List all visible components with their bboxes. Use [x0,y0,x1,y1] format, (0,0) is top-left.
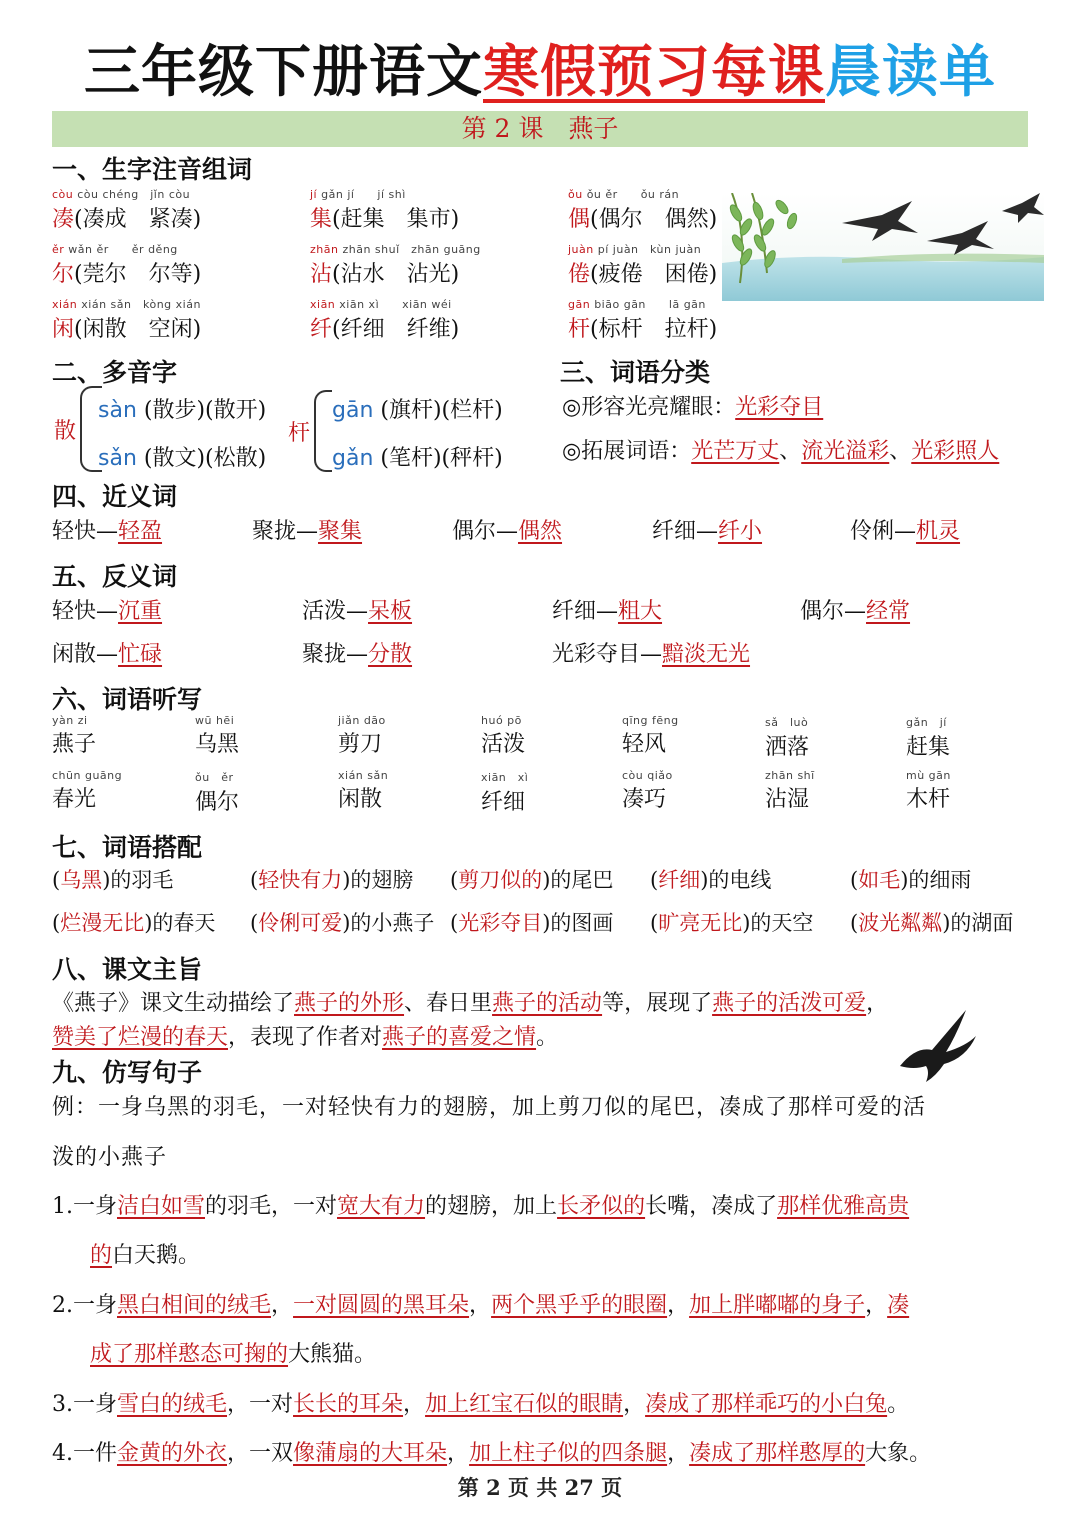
word: 轻快— [52,599,119,624]
pinyin: sàn [98,398,137,423]
char-entry [52,186,201,233]
answer: 忙碌 [118,642,163,667]
word: 偶尔— [800,599,867,624]
poly-char: 散 [54,419,77,444]
words: (散步)(散开) [143,398,267,423]
word: 凑巧 [622,787,667,812]
text: 、春日里 [404,991,493,1016]
char-entry [310,186,459,233]
answer: 那样优雅高贵 [777,1194,910,1219]
match-item [650,864,771,894]
antonym-pair [52,637,162,668]
answer: 雪白的绒毛 [117,1392,228,1417]
paren: ( [52,868,61,892]
answer: 宽大有力 [337,1194,426,1219]
answer: 两个黑乎乎的眼圈 [491,1293,668,1318]
answer: 光芒万丈 [691,439,780,464]
pinyin: gān [332,398,374,423]
answer: 长长的耳朵 [293,1392,404,1417]
word: 沾湿 [765,787,810,812]
paren: ( [850,911,859,935]
words: (沾水 沾光) [332,262,460,287]
words: (疲倦 困倦) [590,262,718,287]
word: 伶俐— [850,519,917,544]
word: 纤细— [652,519,719,544]
answer: 机灵 [916,519,961,544]
antonym-pair [552,637,750,668]
match-item [850,907,1013,937]
dictation-item [481,769,528,816]
words: (笔杆)(秤杆) [380,446,503,471]
text: 。 [536,1025,559,1050]
sentence-2-cont [90,1337,376,1368]
text: )的图画 [542,911,614,935]
character: 凑 [52,207,75,232]
section-heading: 四、近义词 [52,482,178,511]
poly-reading [98,393,266,424]
antonym-pair [302,594,412,625]
word: 纤细— [552,599,619,624]
match-item [650,907,813,937]
answer: 分散 [368,642,413,667]
paren: ( [450,868,459,892]
pinyin: ǒu ěr ǒu rán [586,188,680,201]
text: ， [403,1392,426,1417]
section-heading: 五、反义词 [52,562,178,591]
answer: 长矛似的 [557,1194,646,1219]
pinyin: zhān shī [765,769,815,782]
sentence-2 [52,1288,909,1319]
character: 集 [310,207,333,232]
classify-line [562,390,823,421]
text: 的翅膀，加上 [425,1194,558,1219]
char-entry [52,296,201,343]
pinyin: gǎn [332,446,374,471]
section-heading: 七、词语搭配 [52,833,203,862]
antonym-pair [52,594,162,625]
text: ，一双 [227,1441,294,1466]
pinyin: ǒu ěr [195,771,234,784]
char-entry [568,296,717,343]
char-entry [568,241,717,288]
answer: 乌黑 [60,868,103,892]
sentence-1-cont [90,1238,200,1269]
answer: 加上红宝石似的眼睛 [425,1392,624,1417]
dictation-item [195,714,239,758]
dictation-item [906,714,950,761]
theme-line-2 [52,1020,558,1051]
match-item [52,864,173,894]
answer: 的 [90,1243,113,1268]
pinyin: xiān xì [481,771,529,784]
pinyin: mù gān [906,769,951,782]
section-heading: 三、词语分类 [560,358,711,387]
text: 大象。 [865,1441,932,1466]
text: )的细雨 [900,868,972,892]
character: 偶 [568,207,591,232]
answer: 加上柱子似的四条腿 [469,1441,668,1466]
text: )的尾巴 [542,868,614,892]
word: 纤细 [481,790,526,815]
pinyin: gǎn jí [906,716,947,729]
character: 杆 [568,317,591,342]
answer: 剪刀似的 [458,868,543,892]
answer: 燕子的活动 [492,991,603,1016]
dictation-item [481,714,525,758]
words: (莞尔 尔等) [74,262,202,287]
match-item [450,907,613,937]
words: (旗杆)(栏杆) [380,398,503,423]
char-entry [568,186,717,233]
answer: 纤细 [658,868,701,892]
answer: 光彩夺目 [735,395,824,420]
match-item [250,864,413,894]
text: ， [469,1293,492,1318]
pinyin: xiān xì xiān wéi [339,298,452,311]
answer: 黑白相间的绒毛 [117,1293,272,1318]
classify-line [562,434,999,465]
match-item [850,864,971,894]
answer: 洁白如雪 [117,1194,206,1219]
word: 活泼 [481,732,526,757]
pinyin: ǒu [568,188,583,201]
answer: 光彩夺目 [458,911,543,935]
dictation-item [52,714,96,758]
word: 轻快— [52,519,119,544]
section-heading: 九、仿写句子 [52,1058,203,1087]
answer: 呆板 [368,599,413,624]
word: 聚拢— [302,642,369,667]
word: 木杆 [906,787,951,812]
text: )的湖面 [942,911,1014,935]
dictation-item [622,769,673,813]
words: (标杆 拉杆) [590,317,718,342]
text: ，一对 [227,1392,294,1417]
pinyin: wǎn ěr ěr děng [68,243,178,256]
synonym-pair [252,514,362,545]
pinyin: còu chéng jǐn còu [77,188,191,201]
text: ，表现了作者对 [228,1025,383,1050]
poly-reading [332,393,503,424]
answer: 波光粼粼 [858,911,943,935]
pinyin: ěr [52,243,65,256]
pinyin: pí juàn kùn juàn [597,243,702,256]
pinyin: jí [310,188,318,201]
section-heading: 六、词语听写 [52,685,203,714]
words: (纤细 纤维) [332,317,460,342]
paren: ( [650,911,659,935]
pinyin: còu [52,188,74,201]
text: ， [271,1293,294,1318]
words: (散文)(松散) [143,446,267,471]
answer: 黯淡无光 [662,642,751,667]
title-part2: 寒假预习每课 [483,40,825,105]
example-line-2: 泼的小燕子 [52,1145,168,1170]
text: 的羽毛，一对 [205,1194,338,1219]
pinyin: chūn guāng [52,769,123,782]
lesson-bar: 第 2 课 燕子 [52,111,1028,147]
answer: 粗大 [618,599,663,624]
word: 春光 [52,787,97,812]
answer: 光彩照人 [911,439,1000,464]
text: 3.一身 [52,1392,117,1417]
char-entry [52,241,201,288]
paren: ( [52,911,61,935]
pinyin: xián sǎn kòng xián [81,298,201,311]
answer: 凑成了那样乖巧的小白兔 [645,1392,888,1417]
title-part3: 晨读单 [825,40,996,105]
match-item [450,864,613,894]
character: 沾 [310,262,333,287]
word: 洒落 [765,735,810,760]
dictation-item [195,769,239,816]
word: 轻风 [622,732,667,757]
antonym-pair [552,594,662,625]
word: 光彩夺目— [552,642,663,667]
char-entry [310,296,459,343]
answer: 加上胖嘟嘟的身子 [689,1293,866,1318]
label: ◎拓展词语： [562,439,692,464]
paren: ( [650,868,659,892]
dictation-item [765,714,809,761]
swallows-illustration [722,193,1044,301]
character: 倦 [568,262,591,287]
pinyin: yàn zi [52,714,88,727]
character: 闲 [52,317,75,342]
char-entry [310,241,481,288]
answer: 如毛 [858,868,901,892]
answer: 经常 [866,599,911,624]
synonym-pair [52,514,162,545]
dictation-item [906,769,951,813]
pinyin: gān [568,298,591,311]
sentence-3 [52,1387,909,1418]
answer: 纤小 [718,519,763,544]
answer: 凑 [887,1293,910,1318]
text: )的翅膀 [342,868,414,892]
swallow-icon [896,1006,978,1084]
text: ， [667,1293,690,1318]
word: 燕子 [52,732,97,757]
answer: 燕子的外形 [294,991,405,1016]
dictation-item [338,769,388,813]
text: 《燕子》课文生动描绘了 [52,991,295,1016]
character: 尔 [52,262,75,287]
antonym-pair [302,637,412,668]
separator: 、 [889,439,912,464]
answer: 流光溢彩 [801,439,890,464]
dictation-item [622,714,679,758]
word: 剪刀 [338,732,383,757]
pinyin: gǎn jí jí shì [321,188,406,201]
synonym-pair [652,514,762,545]
answer: 一对圆圆的黑耳朵 [293,1293,470,1318]
words: (凑成 紧凑) [74,207,202,232]
word: 偶尔 [195,790,240,815]
separator: 、 [779,439,802,464]
answer: 沉重 [118,599,163,624]
page-footer: 第 2 页 共 27 页 [457,1475,623,1500]
answer: 成了那样憨态可掬的 [90,1342,289,1367]
pinyin: sǎn [98,446,137,471]
answer: 金黄的外衣 [117,1441,228,1466]
section-heading: 二、多音字 [52,358,178,387]
word: 闲散— [52,642,119,667]
text: )的电线 [700,868,772,892]
pinyin: huó pō [481,714,522,727]
poly-reading [98,441,266,472]
paren: ( [850,868,859,892]
text: 2.一身 [52,1293,117,1318]
page-title [0,28,1080,108]
pinyin: wū hēi [195,714,235,727]
words: (赶集 集市) [332,207,460,232]
pinyin: còu qiǎo [622,769,673,782]
text: )的春天 [144,911,216,935]
word: 乌黑 [195,732,240,757]
text: ， [865,1293,888,1318]
answer: 轻快有力 [258,868,343,892]
words: (闲散 空闲) [74,317,202,342]
text: ， [447,1441,470,1466]
word: 活泼— [302,599,369,624]
answer: 偶然 [518,519,563,544]
text: ， [623,1392,646,1417]
paren: ( [250,868,259,892]
pinyin: biāo gān lā gān [594,298,706,311]
answer: 烂漫无比 [60,911,145,935]
text: )的天空 [742,911,814,935]
poly-char: 杆 [288,421,311,446]
sentence-1 [52,1189,909,1220]
dictation-item [52,769,122,813]
answer: 燕子的喜爱之情 [382,1025,537,1050]
text: 1.一身 [52,1194,117,1219]
word: 聚拢— [252,519,319,544]
pinyin: zhān shuǐ zhān guāng [342,243,481,256]
theme-line-1 [52,986,888,1017]
words: (偶尔 偶然) [590,207,718,232]
pinyin: jiǎn dāo [338,714,386,727]
paren: ( [250,911,259,935]
text: 长嘴，凑成了 [645,1194,778,1219]
pinyin: zhān [310,243,339,256]
answer: 凑成了那样憨厚的 [689,1441,866,1466]
antonym-pair [800,594,910,625]
text: )的羽毛 [102,868,174,892]
answer: 像蒲扇的大耳朵 [293,1441,448,1466]
character: 纤 [310,317,333,342]
example-line-1: 例：一身乌黑的羽毛，一对轻快有力的翅膀，加上剪刀似的尾巴，凑成了那样可爱的活 [52,1095,927,1120]
answer: 轻盈 [118,519,163,544]
answer: 赞美了烂漫的春天 [52,1025,229,1050]
match-item [52,907,215,937]
word: 赶集 [906,735,951,760]
title-part1: 三年级下册语文 [84,40,483,105]
dictation-item [765,769,815,813]
pinyin: qīng fēng [622,714,679,727]
text: 等，展现了 [602,991,713,1016]
word: 偶尔— [452,519,519,544]
section-heading: 八、课文主旨 [52,955,203,984]
pinyin: juàn [568,243,594,256]
sentence-4 [52,1436,931,1467]
synonym-pair [850,514,960,545]
text: 白天鹅。 [112,1243,201,1268]
text: 大熊猫。 [288,1342,377,1367]
paren: ( [450,911,459,935]
section-heading: 一、生字注音组词 [52,155,253,184]
synonym-pair [452,514,562,545]
dictation-item [338,714,386,758]
match-item [250,907,434,937]
word: 闲散 [338,787,383,812]
pinyin: sǎ luò [765,716,809,729]
pinyin: xiān [310,298,336,311]
answer: 燕子的活泼可爱 [712,991,867,1016]
pinyin: xián sǎn [338,769,389,782]
text: ， [866,991,889,1016]
text: )的小燕子 [342,911,435,935]
label: ◎形容光亮耀眼： [562,395,736,420]
text: 4.一件 [52,1441,117,1466]
text: ， [667,1441,690,1466]
answer: 旷亮无比 [658,911,743,935]
text: 。 [887,1392,910,1417]
brace [314,390,332,472]
poly-reading [332,441,503,472]
answer: 伶俐可爱 [258,911,343,935]
answer: 聚集 [318,519,363,544]
pinyin: xián [52,298,78,311]
